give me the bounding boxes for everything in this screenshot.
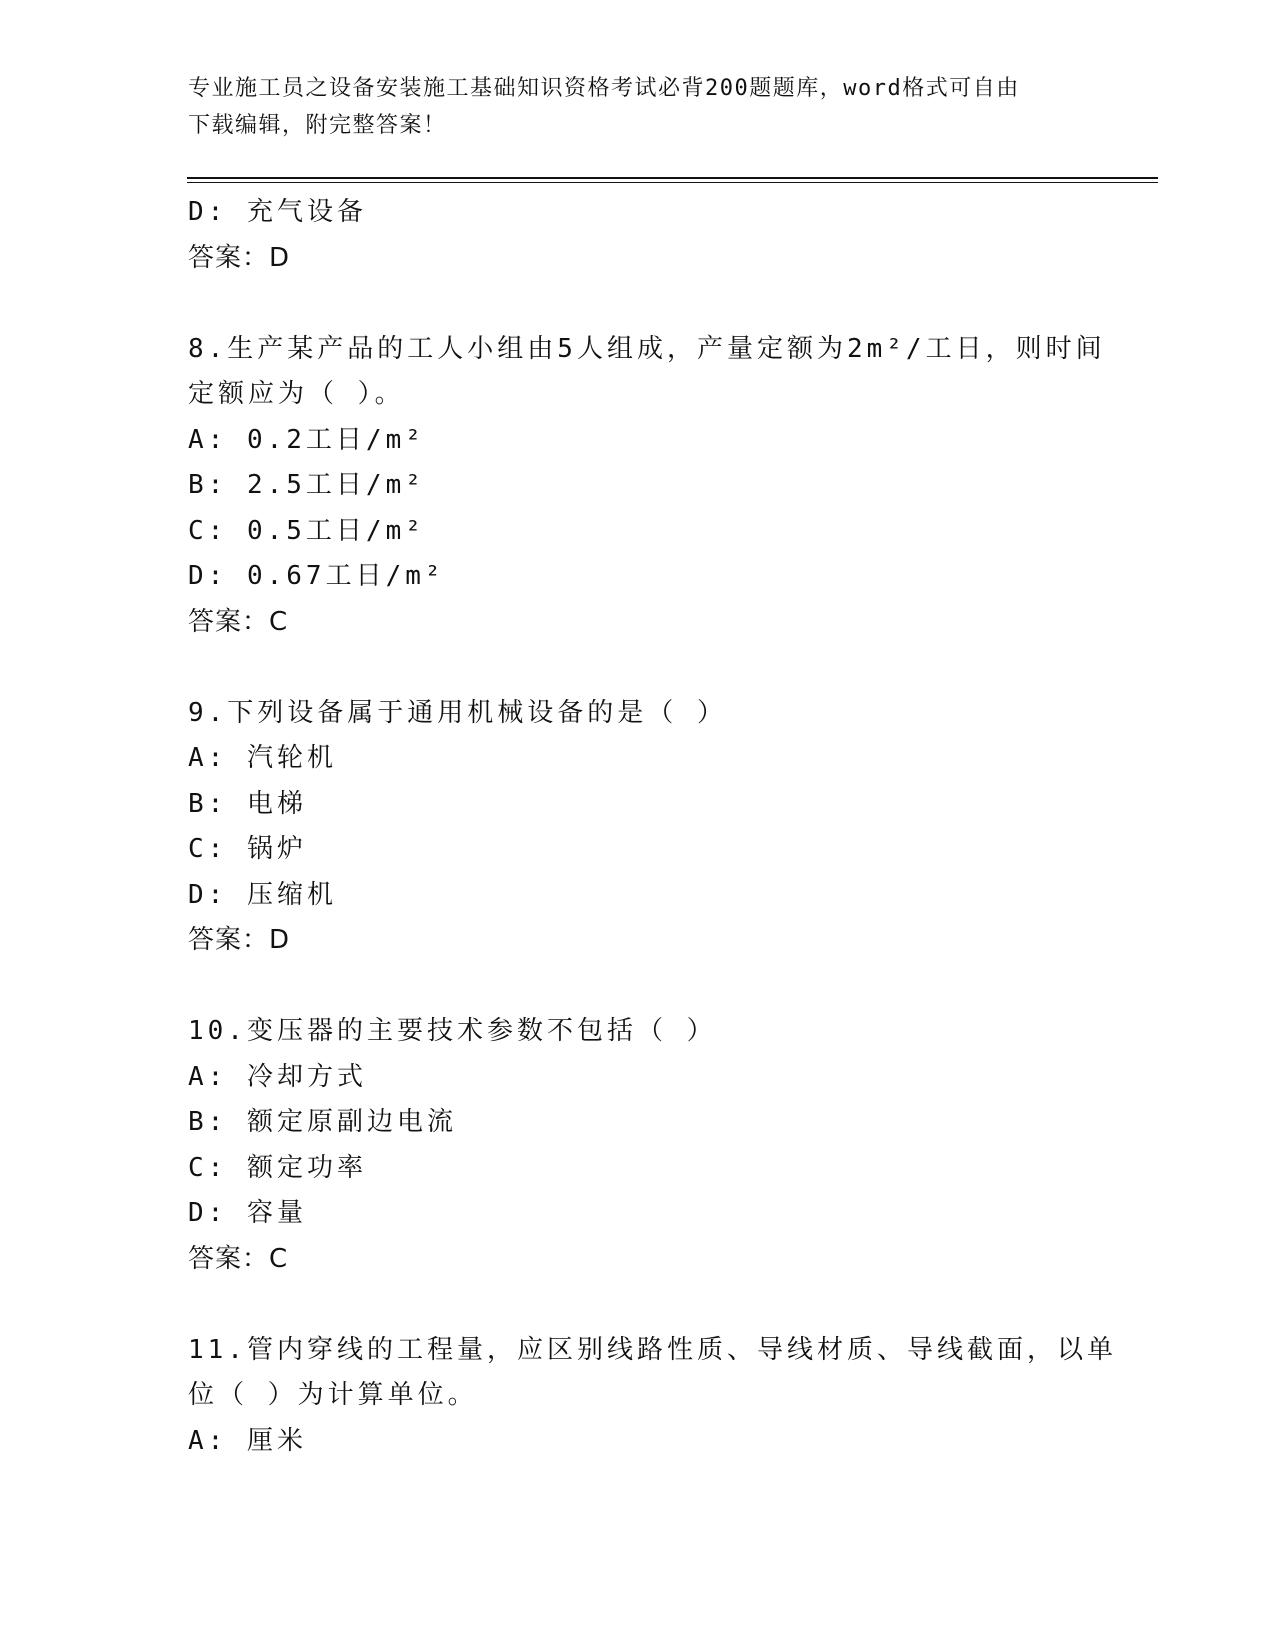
spacer [188, 645, 1088, 691]
question-list [188, 190, 1117, 1464]
spacer [188, 1282, 1088, 1328]
answer-line: 答案：D [188, 242, 291, 273]
spacer [188, 281, 1088, 327]
option-d: D: 充气设备 [188, 197, 367, 227]
question-stem: 11.管内穿线的工程量，应区别线路性质、导线材质、导线截面，以单 [188, 1334, 1117, 1365]
option-c: C: 0.5工日/m² [188, 515, 425, 546]
header-line-1: 专业施工员之设备安装施工基础知识资格考试必背200题题库，word格式可自由 [188, 76, 1020, 101]
question-stem: 10.变压器的主要技术参数不包括（ ） [188, 1016, 717, 1046]
option-c: C: 额定功率 [188, 1152, 367, 1183]
question-block [188, 1328, 1117, 1465]
header-divider-thick [187, 177, 1158, 179]
question-stem: 定额应为（ ）。 [188, 379, 405, 409]
question-block [188, 327, 1106, 646]
document-header [188, 70, 1088, 144]
option-d: D: 0.67工日/m² [188, 561, 445, 591]
question-stem: 位（ ）为计算单位。 [188, 1380, 478, 1410]
option-b: B: 电梯 [188, 788, 307, 819]
question-stem: 8.生产某产品的工人小组由5人组成，产量定额为2m²/工日，则时间 [188, 333, 1106, 364]
question-stem: 9.下列设备属于通用机械设备的是（ ） [188, 697, 727, 728]
question-block [188, 691, 1088, 964]
header-line-2: 下载编辑，附完整答案！ [188, 113, 447, 138]
answer-line: 答案：C [188, 1243, 289, 1274]
question-block [188, 190, 1088, 281]
option-a: A: 0.2工日/m² [188, 424, 425, 455]
header-divider-thin [187, 182, 1158, 183]
option-d: D: 压缩机 [188, 879, 337, 910]
answer-line: 答案：C [188, 606, 289, 637]
option-b: B: 2.5工日/m² [188, 470, 425, 500]
spacer [188, 964, 1088, 1010]
option-d: D: 容量 [188, 1198, 307, 1228]
option-b: B: 额定原副边电流 [188, 1107, 457, 1137]
option-a: A: 厘米 [188, 1425, 307, 1456]
option-a: A: 冷却方式 [188, 1061, 367, 1092]
option-c: C: 锅炉 [188, 834, 307, 864]
option-a: A: 汽轮机 [188, 743, 337, 773]
answer-line: 答案：D [188, 925, 291, 955]
question-block [188, 1009, 1088, 1282]
